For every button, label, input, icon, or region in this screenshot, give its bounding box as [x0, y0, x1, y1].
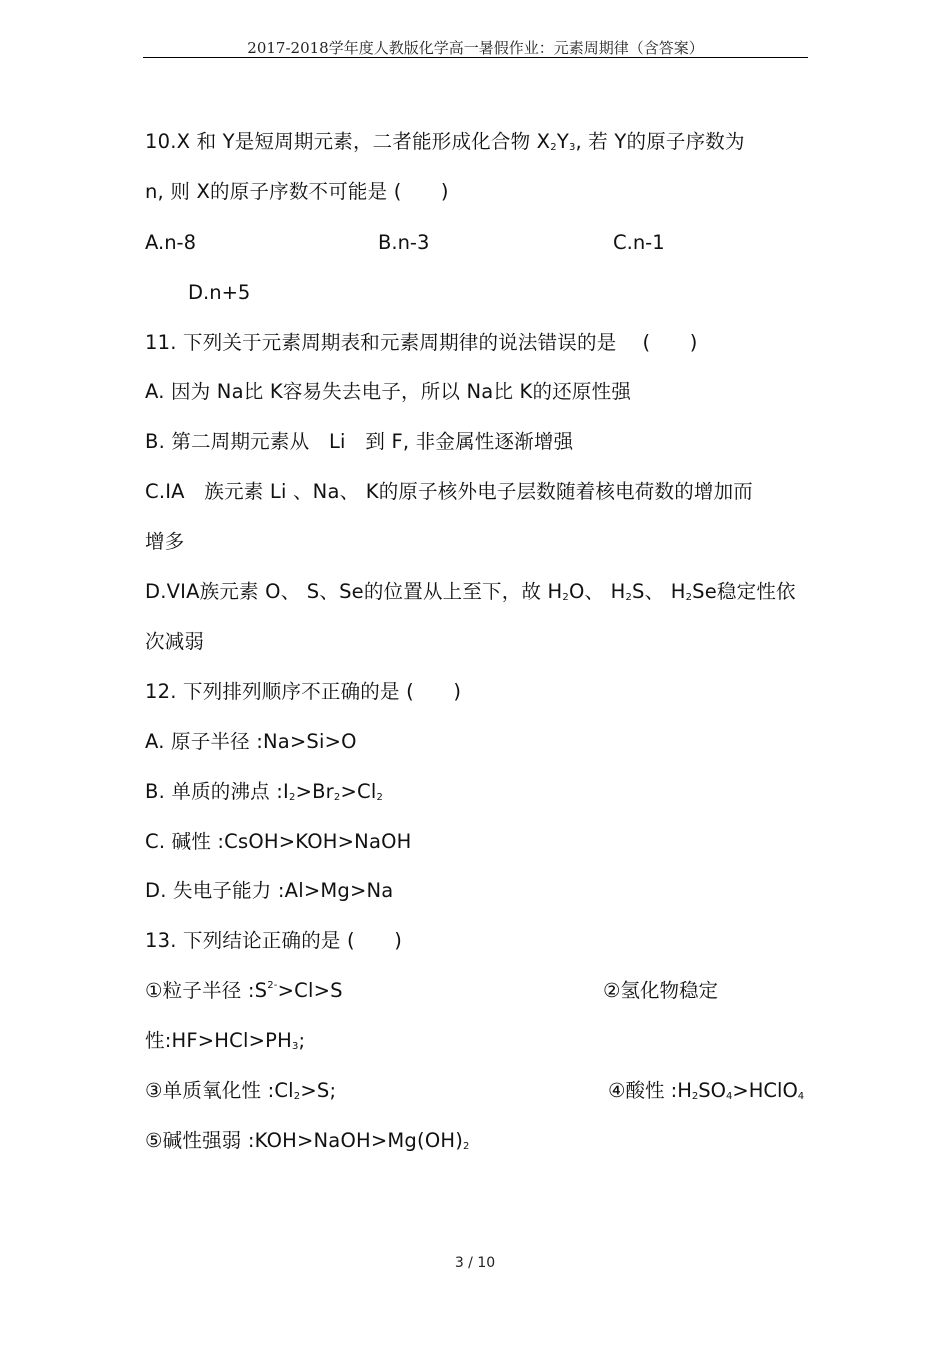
q11-option-a: A. 因为 Na比 K容易失去电子，所以 Na比 K的还原性强	[145, 380, 632, 403]
q12-option-a: A. 原子半径 :Na>Si>O	[145, 730, 357, 753]
q11-option-c-line1: C.IA 族元素 Li 、Na、 K的原子核外电子层数随着核电荷数的增加而	[145, 480, 754, 503]
q11-stem: 11. 下列关于元素周期表和元素周期律的说法错误的是 ( )	[145, 331, 698, 354]
text-span: >S;	[300, 1079, 337, 1102]
subscript: 2	[562, 592, 569, 603]
subscript: 2	[293, 1091, 301, 1102]
q12-option-b	[145, 780, 383, 804]
subscript: 2	[289, 792, 296, 803]
text-span: SO	[698, 1079, 727, 1102]
text-span: ①粒子半径 :S	[145, 979, 268, 1002]
text-span: ;	[298, 1029, 306, 1052]
text-span: ④酸性 :H	[608, 1079, 692, 1102]
subscript: 4	[726, 1091, 733, 1102]
subscript: 2	[691, 1091, 699, 1102]
subscript: 2	[550, 142, 557, 153]
q12-option-d: D. 失电子能力 :Al>Mg>Na	[145, 879, 394, 902]
text-span: Se稳定性依	[692, 580, 796, 603]
subscript: 2	[685, 592, 693, 603]
q12-stem: 12. 下列排列顺序不正确的是 ( )	[145, 680, 462, 703]
q11-option-d-line1	[145, 580, 796, 604]
text-span: O、 H	[568, 580, 626, 603]
header-divider	[143, 57, 808, 58]
text-span: 10.X 和 Y是短周期元素，二者能形成化合物 X	[145, 130, 551, 153]
text-span: >Cl	[340, 780, 377, 803]
subscript: 3	[568, 142, 576, 153]
q13-stem: 13. 下列结论正确的是 ( )	[145, 929, 403, 952]
q13-item-2-part1: ②氢化物稳定	[603, 979, 718, 1002]
q13-item-5	[145, 1129, 470, 1153]
q10-option-d: D.n+5	[188, 281, 251, 304]
superscript: 2-	[267, 980, 278, 991]
subscript: 4	[797, 1091, 805, 1102]
q10-option-a: A.n-8	[145, 231, 196, 254]
q13-item-4	[608, 1079, 804, 1103]
subscript: 2	[333, 792, 341, 803]
text-span: , 若 Y的原子序数为	[575, 130, 745, 153]
q13-item-3	[145, 1079, 336, 1103]
subscript: 3	[291, 1041, 299, 1052]
q11-option-b: B. 第二周期元素从 Li 到 F, 非金属性逐渐增强	[145, 430, 574, 453]
text-span: >Br	[295, 780, 334, 803]
q12-option-c: C. 碱性 :CsOH>KOH>NaOH	[145, 830, 412, 853]
page-number: 3 / 10	[454, 1255, 496, 1271]
text-span: >Cl>S	[277, 979, 343, 1002]
q11-option-c-line2: 增多	[145, 530, 185, 553]
text-span: Y	[556, 130, 569, 153]
q11-option-d-line2: 次减弱	[145, 630, 205, 653]
q13-item-1	[145, 979, 343, 1003]
subscript: 2	[376, 792, 384, 803]
subscript: 2	[625, 592, 633, 603]
q13-item-2-part2	[145, 1029, 305, 1053]
text-span: D.VIA族元素 O、 S、Se的位置从上至下，故 H	[145, 580, 563, 603]
text-span: >HClO	[732, 1079, 798, 1102]
q10-option-c: C.n-1	[613, 231, 665, 254]
text-span: ⑤碱性强弱 :KOH>NaOH>Mg(OH)	[145, 1129, 464, 1152]
text-span: B. 单质的沸点 :I	[145, 780, 289, 803]
q10-stem-line1	[145, 130, 745, 154]
q10-stem-line2: n, 则 X的原子序数不可能是 ( )	[145, 180, 449, 203]
q10-option-b: B.n-3	[378, 231, 430, 254]
subscript: 2	[463, 1141, 470, 1152]
page-header: 2017-2018学年度人教版化学高一暑假作业：元素周期律（含答案）	[247, 39, 704, 57]
text-span: ③单质氧化性 :Cl	[145, 1079, 294, 1102]
text-span: S、 H	[632, 580, 686, 603]
text-span: 性:HF>HCl>PH	[145, 1029, 292, 1052]
